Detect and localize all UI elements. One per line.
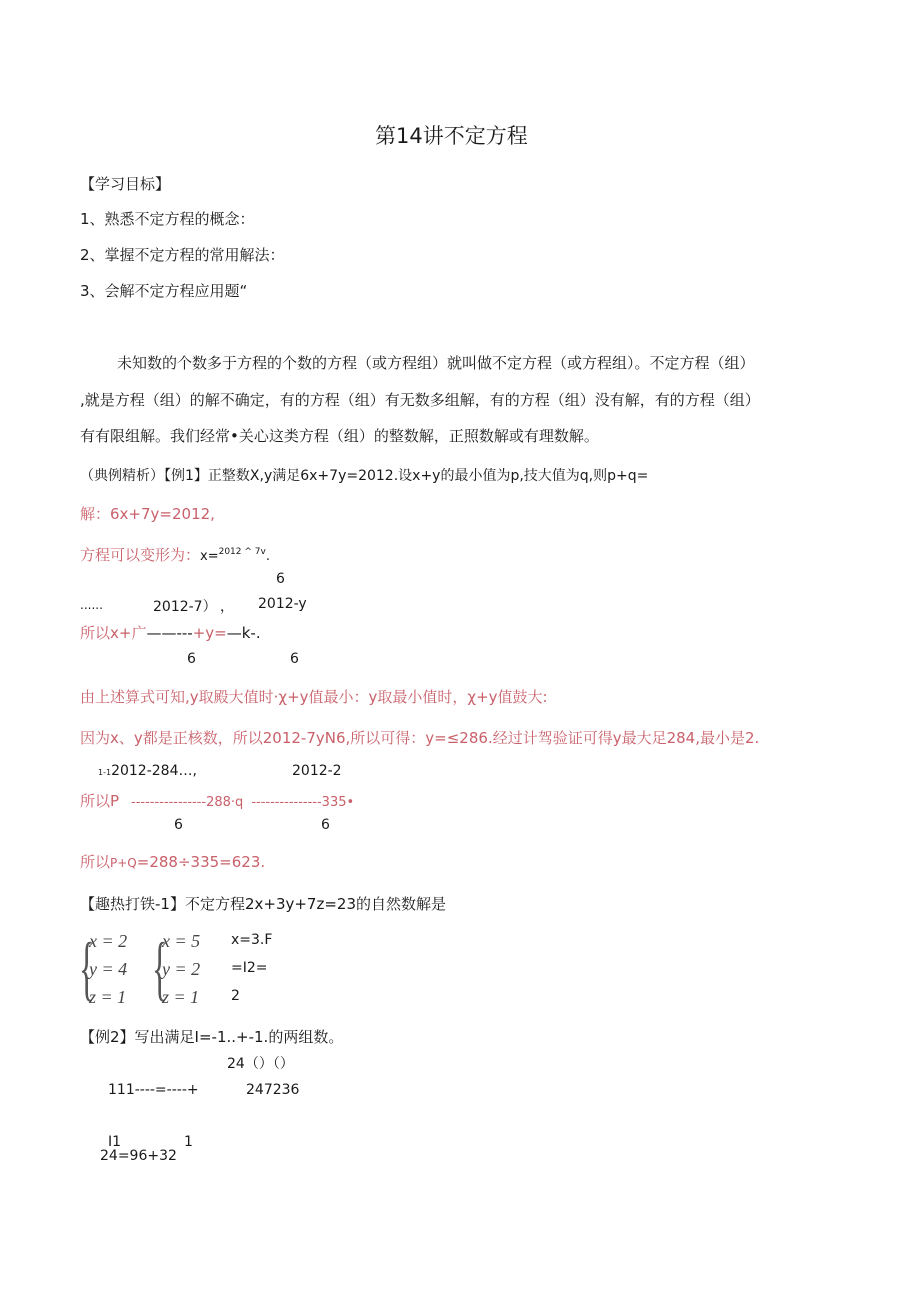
system-equation: z = 1 xyxy=(162,987,200,1007)
fraction-numerator: 2012-7） xyxy=(153,599,217,615)
intro-line: 有有限组解。我们经常•关心这类方程（组）的整数解，正照数解或有理数解。 xyxy=(80,427,599,445)
solution-text: 所以P xyxy=(80,792,120,810)
example2-line: 111----=----+ xyxy=(108,1082,199,1098)
formula-end: . xyxy=(265,549,270,564)
objective-item: 3、会解不定方程应用题“ xyxy=(80,282,248,300)
left-brace-icon: { xyxy=(152,928,168,1008)
system-equation: x = 5 xyxy=(162,931,201,951)
system-equation: z = 1 xyxy=(89,987,127,1007)
fraction-denominator: 6 xyxy=(290,651,299,667)
fraction-bar: ----------------288·q xyxy=(131,795,244,810)
solution-line xyxy=(80,790,354,811)
fraction-comma: ， xyxy=(220,599,234,615)
solution-text: P+Q xyxy=(110,856,137,870)
fraction-bar: ---------------335• xyxy=(251,795,355,810)
fraction-denominator: 6 xyxy=(321,817,330,833)
system-equation: 2 xyxy=(231,988,240,1004)
system-equation: y = 2 xyxy=(162,959,201,979)
system-equation: =I2= xyxy=(231,960,268,976)
practice1-question: 【趣热打铁-1】不定方程2x+3y+7z=23的自然数解是 xyxy=(80,895,447,913)
objective-item: 1、熟悉不定方程的概念： xyxy=(80,210,255,228)
objective-item: 2、掌握不定方程的常用解法： xyxy=(80,246,285,264)
fraction-numerator-row xyxy=(98,763,197,779)
solution-text: +y= xyxy=(192,624,227,642)
system-equation: x=3.F xyxy=(231,932,273,948)
fraction-bar: ——--- xyxy=(146,624,193,642)
fraction-dots: ...... xyxy=(80,598,103,612)
fraction-numerator: 2012-2 xyxy=(292,763,342,779)
fraction-denominator: 6 xyxy=(174,817,183,833)
page-title: 第14讲不定方程 xyxy=(375,124,528,148)
solution-text: =288÷335=623. xyxy=(136,853,266,871)
formula-x: x= xyxy=(200,549,219,564)
left-brace-icon: { xyxy=(79,928,95,1008)
example1-question: （典例精析）【例1】正整数X,y满足6x+7y=2012.设x+y的最小值为p,技大值为q,则p+q= xyxy=(80,468,649,484)
example2-question: 【例2】写出满足I=-1..+-1.的两组数。 xyxy=(80,1028,344,1046)
numerator-prefix: 1-1 xyxy=(98,768,112,777)
solution-line: 因为x、y都是正核数，所以2012-7yN6,所以可得：y=≤286.经过计驾验证可得y最大足284,最小是2. xyxy=(80,729,760,747)
example2-line: I1 xyxy=(108,1134,122,1150)
example2-line: 247236 xyxy=(246,1082,300,1098)
fraction-denominator: 6 xyxy=(187,651,196,667)
fraction-numerator: 2012-y xyxy=(258,596,307,612)
solution-text: 方程可以变形为： xyxy=(80,546,201,564)
fraction-numerator: 2012-284…, xyxy=(111,763,197,779)
fraction-bar: —k-. xyxy=(226,624,261,642)
solution-line: 由上述算式可知,y取殿大值时·χ+y值最小：y取最小值时，χ+y值鼓大: xyxy=(80,688,548,706)
fraction-denominator: 6 xyxy=(276,571,285,587)
example2-line: 1 xyxy=(184,1134,193,1150)
system-equation: x = 2 xyxy=(89,931,128,951)
solution-line xyxy=(80,622,261,643)
formula-superscript: 2012 ^ 7v xyxy=(218,547,266,557)
example2-line: 24=96+32 xyxy=(100,1148,177,1164)
solution-text: 所以 xyxy=(80,853,111,871)
intro-line: ,就是方程（组）的解不确定，有的方程（组）有无数多组解，有的方程（组）没有解，有的方程（组） xyxy=(80,391,760,409)
solution-line: 解：6x+7y=2012, xyxy=(80,505,215,523)
example2-line: 24（）（） xyxy=(227,1056,294,1072)
intro-line: 未知数的个数多于方程的个数的方程（或方程组）就叫做不定方程（或方程组）。不定方程（组） xyxy=(117,354,755,372)
solution-line xyxy=(80,544,270,565)
system-equation: y = 4 xyxy=(89,959,128,979)
solution-line xyxy=(80,851,265,872)
solution-text: 所以x+广 xyxy=(80,624,147,642)
objectives-heading: 【学习目标】 xyxy=(80,175,171,193)
